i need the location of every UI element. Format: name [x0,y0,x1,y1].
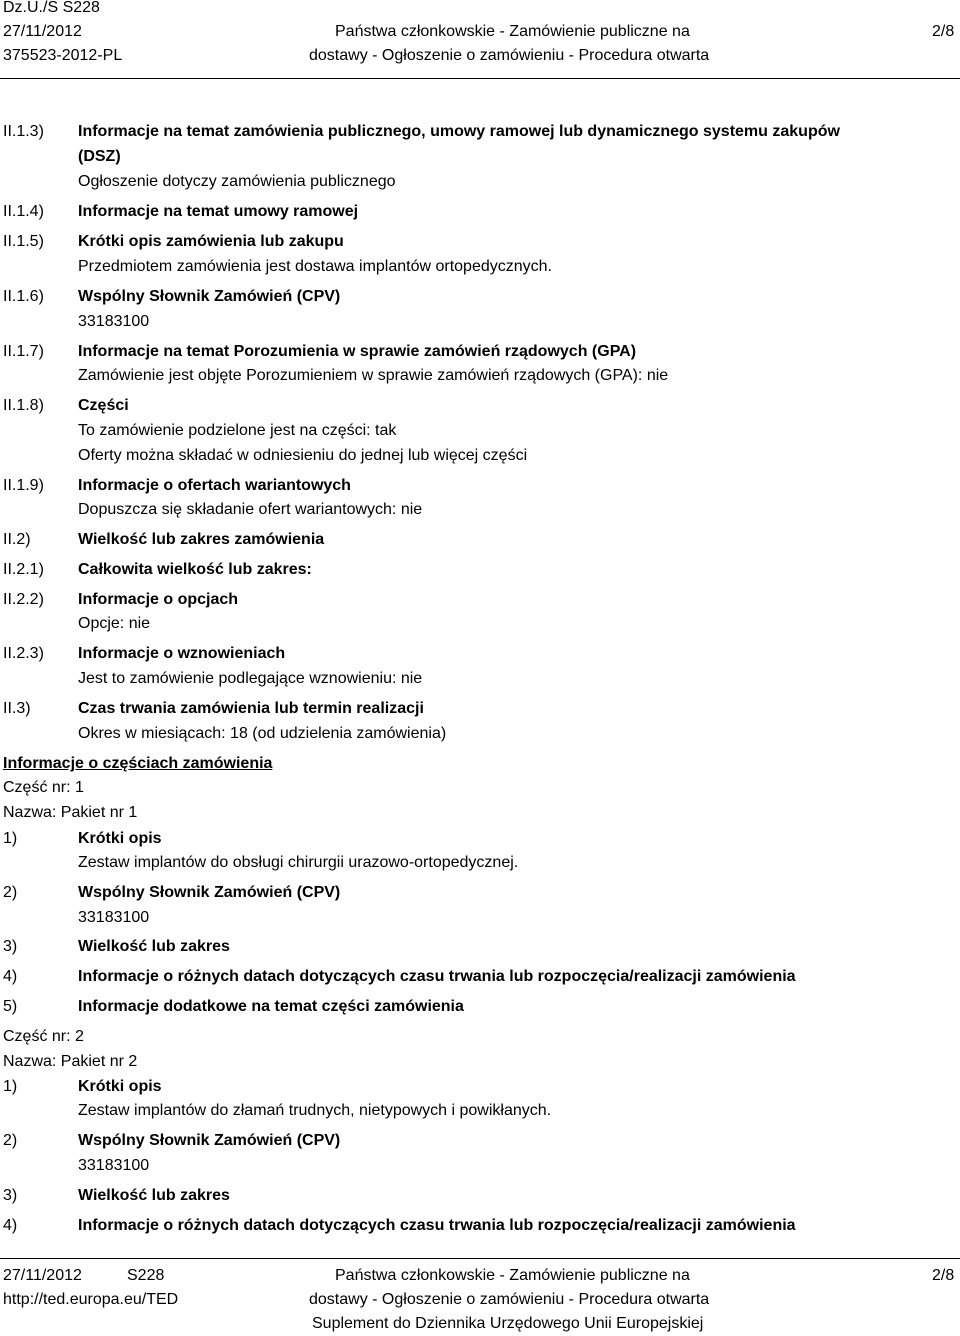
section-text: Przedmiotem zamówienia jest dostawa implantów ortopedycznych. [78,258,552,275]
item-heading: Wielkość lub zakres [78,1187,230,1204]
part-name: Nazwa: Pakiet nr 2 [3,1053,138,1070]
header-title-line1: Państwa członkowskie - Zamówienie publiczne na [335,23,690,40]
section-heading: Informacje na temat Porozumienia w sprawie zamówień rządowych (GPA) [78,343,637,360]
section-row-text [0,612,960,636]
item-heading: Informacje dodatkowe na temat części zamówienia [78,998,464,1015]
footer-date: 27/11/2012 [3,1267,82,1284]
section-heading-cont: (DSZ) [78,148,121,165]
section-row [0,528,960,552]
item-number: 3) [3,1187,18,1204]
item-number: 4) [3,968,18,985]
section-heading: Części [78,397,129,414]
section-row [0,642,960,666]
item-number: 3) [3,938,18,955]
section-number: II.1.7) [3,343,44,360]
part-item [0,965,960,989]
part-item-text [0,906,960,930]
part-number: Część nr: 1 [3,779,84,796]
section-row-text [0,364,960,388]
item-heading: Krótki opis [78,830,162,847]
header-divider [0,78,960,79]
item-heading: Informacje o różnych datach dotyczących czasu trwania lub rozpoczęcia/realizacji zamówienia [78,968,796,985]
section-number: II.1.9) [3,477,44,494]
section-number: II.2.1) [3,561,44,578]
section-heading: Czas trwania zamówienia lub termin realizacji [78,700,424,717]
section-heading: Wspólny Słownik Zamówień (CPV) [78,288,341,305]
part-item [0,1214,960,1238]
part-number-row [0,1025,960,1049]
section-number: II.1.3) [3,123,44,140]
item-heading: Wielkość lub zakres [78,938,230,955]
section-row-text [0,255,960,279]
section-row-text [0,444,960,468]
section-row [0,394,960,418]
item-text: Zestaw implantów do obsługi chirurgii urazowo-ortopedycznej. [78,854,519,871]
section-row-text [0,419,960,443]
footer-url[interactable]: http://ted.europa.eu/TED [3,1291,179,1308]
notice-number: 375523-2012-PL [3,47,123,64]
item-text: Zestaw implantów do złamań trudnych, nietypowych i powikłanych. [78,1102,552,1119]
footer-divider [0,1258,960,1259]
part-number: Część nr: 2 [3,1028,84,1045]
footer-issue: S228 [127,1267,165,1284]
section-row [0,558,960,582]
section-text: Ogłoszenie dotyczy zamówienia publicznego [78,173,396,190]
section-row-text [0,498,960,522]
part-item [0,1184,960,1208]
section-row [0,474,960,498]
section-row [0,200,960,224]
header-title-line2: dostawy - Ogłoszenie o zamówieniu - Procedura otwarta [309,47,710,64]
cpv-code: 33183100 [78,1157,150,1174]
item-heading: Wspólny Słownik Zamówień (CPV) [78,1132,341,1149]
section-row [0,230,960,254]
section-text: Dopuszcza się składanie ofert wariantowych: nie [78,501,423,518]
section-row-cont [0,145,960,169]
part-item [0,1129,960,1153]
section-row-text [0,667,960,691]
section-row-text [0,170,960,194]
section-heading: Informacje na temat zamówienia publicznego, umowy ramowej lub dynamicznego systemu zakupów [78,123,840,140]
section-text: Jest to zamówienie podlegające wznowieniu: nie [78,670,423,687]
section-heading: Informacje o opcjach [78,591,239,608]
section-heading: Informacje o ofertach wariantowych [78,477,351,494]
section-row [0,340,960,364]
section-row [0,697,960,721]
item-number: 4) [3,1217,18,1234]
header-page-number: 2/8 [932,23,955,40]
section-number: II.3) [3,700,31,717]
footer-title-line1: Państwa członkowskie - Zamówienie publiczne na [335,1267,690,1284]
footer-title-line3: Suplement do Dziennika Urzędowego Unii Europejskiej [312,1315,704,1332]
part-item-text [0,851,960,875]
part-item [0,995,960,1019]
cpv-code: 33183100 [78,909,150,926]
section-number: II.1.5) [3,233,44,250]
part-item-text [0,1099,960,1123]
section-heading: Krótki opis zamówienia lub zakupu [78,233,344,250]
section-number: II.1.6) [3,288,44,305]
publication-date: 27/11/2012 [3,23,82,40]
part-item-text [0,1154,960,1178]
journal-reference: Dz.U./S S228 [3,0,100,16]
part-item [0,935,960,959]
section-text: To zamówienie podzielone jest na części: tak [78,422,397,439]
section-text: Opcje: nie [78,615,151,632]
section-row [0,285,960,309]
section-heading: Informacje na temat umowy ramowej [78,203,359,220]
section-row [0,120,960,144]
item-number: 2) [3,884,18,901]
section-number: II.2.3) [3,645,44,662]
section-number: II.1.4) [3,203,44,220]
item-heading: Wspólny Słownik Zamówień (CPV) [78,884,341,901]
item-number: 5) [3,998,18,1015]
footer-title-line2: dostawy - Ogłoszenie o zamówieniu - Procedura otwarta [309,1291,710,1308]
parts-title-row [0,752,960,776]
section-number: II.2.2) [3,591,44,608]
section-row-text [0,722,960,746]
section-heading: Informacje o wznowieniach [78,645,286,662]
part-name: Nazwa: Pakiet nr 1 [3,804,138,821]
section-number: II.1.8) [3,397,44,414]
part-item [0,1075,960,1099]
part-name-row [0,1050,960,1074]
part-item [0,827,960,851]
cpv-code: 33183100 [78,313,150,330]
footer-page-number: 2/8 [932,1267,955,1284]
section-text: Okres w miesiącach: 18 (od udzielenia zamówienia) [78,725,447,742]
parts-title: Informacje o częściach zamówienia [3,755,273,772]
section-text: Zamówienie jest objęte Porozumieniem w sprawie zamówień rządowych (GPA): nie [78,367,669,384]
item-heading: Krótki opis [78,1078,162,1095]
item-number: 1) [3,830,18,847]
section-heading: Całkowita wielkość lub zakres: [78,561,312,578]
item-heading: Informacje o różnych datach dotyczących czasu trwania lub rozpoczęcia/realizacji zamówienia [78,1217,796,1234]
item-number: 1) [3,1078,18,1095]
section-text: Oferty można składać w odniesieniu do jednej lub więcej części [78,447,528,464]
part-name-row [0,801,960,825]
section-heading: Wielkość lub zakres zamówienia [78,531,325,548]
section-number: II.2) [3,531,31,548]
part-item [0,881,960,905]
section-row [0,588,960,612]
section-row-text [0,310,960,334]
item-number: 2) [3,1132,18,1149]
part-number-row [0,776,960,800]
